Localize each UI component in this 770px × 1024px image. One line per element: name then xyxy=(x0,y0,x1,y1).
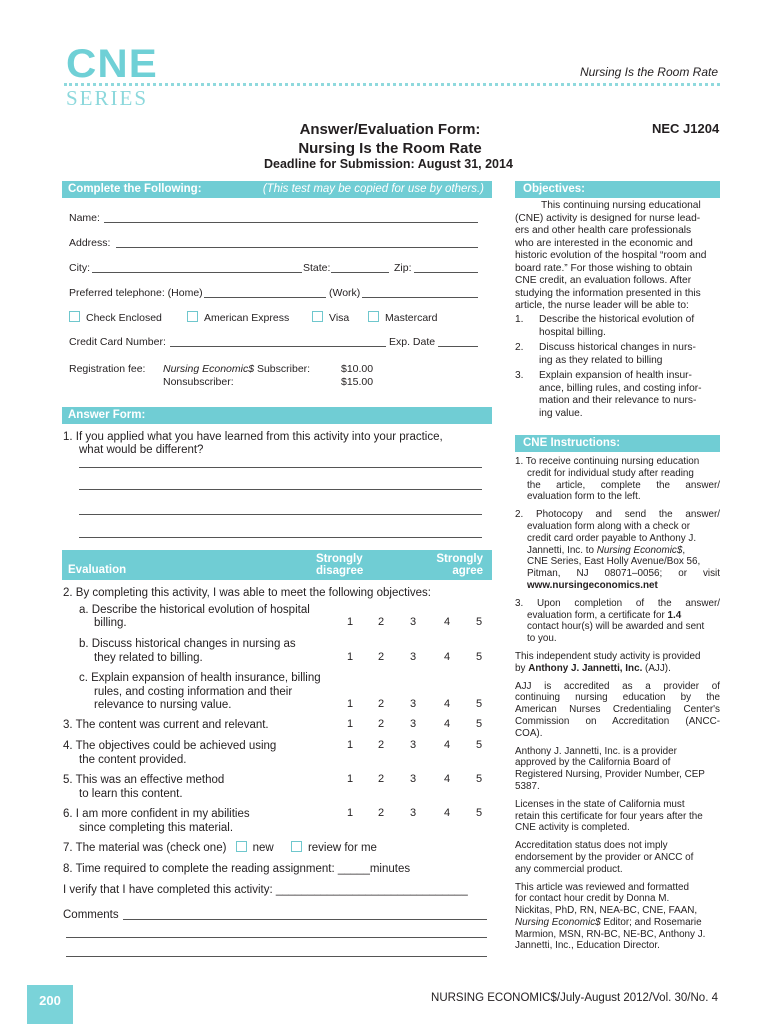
text-line xyxy=(515,917,720,929)
evaluation-heading-bar xyxy=(62,550,492,580)
question-4-cont: the content provided. xyxy=(79,754,187,766)
text-line: This article was reviewed and formatted xyxy=(515,881,689,893)
text-line: ance, billing rules, and costing infor- xyxy=(539,382,702,394)
address-label: Address: xyxy=(69,237,111,249)
payment-option-label: Check Enclosed xyxy=(86,312,162,324)
address-field[interactable] xyxy=(116,247,478,248)
rating-1[interactable]: 1 xyxy=(346,807,354,819)
rating-5[interactable]: 5 xyxy=(475,651,483,663)
licenses-paragraph xyxy=(515,799,720,834)
strongly-agree-label-2: agree xyxy=(452,565,483,577)
text-line: ing value. xyxy=(539,407,583,419)
header-divider xyxy=(64,83,720,86)
text-line: American Nurses Credentialing Center's xyxy=(515,704,720,716)
checkbox[interactable] xyxy=(312,311,323,322)
deadline: Deadline for Submission: August 31, 2014 xyxy=(264,157,513,171)
text-line: This continuing nursing educational xyxy=(541,200,701,211)
text-line xyxy=(515,610,720,622)
provider-name: Anthony J. Jannetti, Inc. xyxy=(528,662,643,674)
text-line: Commission on Accreditation (ANCC- xyxy=(515,715,720,727)
rating-1[interactable]: 1 xyxy=(346,651,354,663)
series-logo: SERIES xyxy=(66,86,149,110)
rating-2[interactable]: 2 xyxy=(377,651,385,663)
question-3: 3. The content was current and relevant. xyxy=(63,719,269,731)
rating-5[interactable]: 5 xyxy=(475,773,483,785)
journal-name: Nursing Economic$ xyxy=(515,916,601,928)
text-line: Pitman, NJ 08071–0056; or visit xyxy=(527,568,720,580)
question-2c-cont2: relevance to nursing value. xyxy=(94,699,232,711)
text-line: Anthony J. Jannetti, Inc. is a provider xyxy=(515,745,677,757)
text-line: Marmion, MSN, RN-BC, NE-BC, Anthony J. xyxy=(515,928,706,940)
review-paragraph xyxy=(515,882,720,953)
text-line: for contact hour credit by Donna M. xyxy=(515,893,670,905)
answer-heading-bar xyxy=(62,407,492,424)
question-6: 6. I am more confident in my abilities xyxy=(63,808,250,820)
text-run: Editor; and Rosemarie xyxy=(600,916,702,928)
text-line: 1. To receive continuing nursing education xyxy=(515,456,700,467)
text-line: CNE activity is completed. xyxy=(515,822,630,834)
zip-label: Zip: xyxy=(394,262,412,274)
california-paragraph xyxy=(515,746,720,793)
text-line: Nickitas, PhD, RN, NEA-BC, CNE, FAAN, xyxy=(515,905,698,917)
objective-1-number: 1. xyxy=(515,314,524,325)
question-6-cont: since completing this material. xyxy=(79,822,234,834)
work-phone-field[interactable] xyxy=(362,297,478,298)
text-run: Jannetti, Inc. to xyxy=(527,544,597,556)
question-2b: b. Discuss historical changes in nursing as xyxy=(79,638,296,650)
form-code: NEC J1204 xyxy=(652,121,720,136)
telephone-label: Preferred telephone: (Home) xyxy=(69,287,203,299)
rating-2[interactable]: 2 xyxy=(377,739,385,751)
question-7 xyxy=(63,841,377,855)
journal-footer: NURSING ECONOMIC$/July-August 2012/Vol. 30/No. 4 xyxy=(431,992,718,1004)
rating-5[interactable]: 5 xyxy=(475,718,483,730)
complete-heading-bar xyxy=(62,181,492,198)
text-line: Jannetti, Inc., Education Director. xyxy=(515,940,660,952)
text-line: continuing nursing education by the xyxy=(515,692,720,704)
rating-2[interactable]: 2 xyxy=(377,698,385,710)
instruction-2 xyxy=(515,509,720,592)
payment-option-amex[interactable] xyxy=(187,311,289,324)
home-phone-field[interactable] xyxy=(204,297,326,298)
rating-2[interactable]: 2 xyxy=(377,807,385,819)
rating-5[interactable]: 5 xyxy=(475,739,483,751)
question-5: 5. This was an effective method xyxy=(63,774,225,786)
text-run: by xyxy=(515,662,529,674)
rating-1[interactable]: 1 xyxy=(346,773,354,785)
text-line: studying the information presented in this xyxy=(515,287,701,299)
checkbox-new[interactable] xyxy=(236,841,247,852)
text-line: credit for individual study after reading xyxy=(527,467,694,479)
text-line: CNE Series, East Holly Avenue/Box 56, xyxy=(527,556,701,568)
text-line: Accreditation status does not imply xyxy=(515,840,668,852)
text-line: 3. Upon completion of the answer/ xyxy=(515,597,720,609)
text-line: CNE credit, an evaluation follows. After xyxy=(515,275,692,286)
exp-date-field[interactable] xyxy=(438,346,478,347)
payment-option-check[interactable] xyxy=(69,311,162,324)
instructions-heading-bar xyxy=(515,435,720,452)
rating-2[interactable]: 2 xyxy=(377,773,385,785)
rating-4[interactable]: 4 xyxy=(443,616,451,628)
payment-option-label: Visa xyxy=(329,312,350,324)
text-line xyxy=(515,663,720,675)
website-link[interactable]: www.nursingeconomics.net xyxy=(527,579,658,591)
rating-3[interactable]: 3 xyxy=(409,698,417,710)
evaluation-heading: Evaluation xyxy=(68,564,127,576)
answer-line[interactable] xyxy=(79,514,482,515)
nonsubscriber-label: Nonsubscriber: xyxy=(163,376,234,388)
text-line: to you. xyxy=(527,633,557,645)
objective-3-number: 3. xyxy=(515,370,524,381)
complete-heading: Complete the Following: xyxy=(68,183,202,195)
text-line: retain this certificate for four years after the xyxy=(515,810,703,822)
verify-statement: I verify that I have completed this activity: ______________________________ xyxy=(63,884,468,896)
text-line: hospital billing. xyxy=(539,326,606,338)
form-title-line1: Answer/Evaluation Form: xyxy=(299,121,481,138)
comments-line[interactable] xyxy=(66,956,487,957)
rating-2[interactable]: 2 xyxy=(377,616,385,628)
text-line: evaluation form along with a check or xyxy=(527,520,691,532)
text-line: endorsement by the provider or ANCC of xyxy=(515,851,694,863)
text-line: evaluation form to the left. xyxy=(527,491,641,503)
rating-5[interactable]: 5 xyxy=(475,807,483,819)
rating-3[interactable]: 3 xyxy=(409,773,417,785)
endorsement-paragraph xyxy=(515,840,720,875)
text-line: Explain expansion of health insur- xyxy=(539,370,692,381)
rating-1[interactable]: 1 xyxy=(346,739,354,751)
text-line: credit card order payable to Anthony J. xyxy=(527,532,697,544)
question-2a: a. Describe the historical evolution of hospital xyxy=(79,604,310,616)
objective-2-number: 2. xyxy=(515,342,524,353)
answer-line[interactable] xyxy=(79,537,482,538)
answer-line[interactable] xyxy=(79,467,482,468)
rating-4[interactable]: 4 xyxy=(443,651,451,663)
payment-option-visa[interactable] xyxy=(312,311,349,324)
subscriber-suffix: Subscriber: xyxy=(254,363,311,375)
provider-paragraph xyxy=(515,651,720,675)
text-line: This independent study activity is provided xyxy=(515,650,701,662)
strongly-disagree-label: Strongly xyxy=(316,553,363,565)
text-line: Licenses in the state of California must xyxy=(515,798,685,810)
rating-4[interactable]: 4 xyxy=(443,698,451,710)
checkbox[interactable] xyxy=(368,311,379,322)
instructions-heading: CNE Instructions: xyxy=(523,437,621,449)
checkbox-review[interactable] xyxy=(291,841,302,852)
text-line: ing as they related to billing xyxy=(539,354,663,366)
rating-5[interactable]: 5 xyxy=(475,698,483,710)
exp-date-label: Exp. Date xyxy=(389,336,436,348)
state-field[interactable] xyxy=(331,272,389,273)
payment-option-label: American Express xyxy=(204,312,290,324)
rating-4[interactable]: 4 xyxy=(443,773,451,785)
rating-1[interactable]: 1 xyxy=(346,718,354,730)
strongly-disagree-label-2: disagree xyxy=(316,565,364,577)
text-run: evaluation form, a certificate for xyxy=(527,609,668,621)
rating-4[interactable]: 4 xyxy=(443,718,451,730)
card-number-field[interactable] xyxy=(170,346,386,347)
text-line: Discuss historical changes in nurs- xyxy=(539,342,696,353)
payment-option-label: Mastercard xyxy=(385,312,438,324)
answer-heading: Answer Form: xyxy=(68,409,146,421)
text-run: , xyxy=(682,544,686,556)
question-2b-cont: they related to billing. xyxy=(94,652,203,664)
comments-line[interactable] xyxy=(123,919,487,920)
question-1-cont: what would be different? xyxy=(79,444,204,456)
copy-note: (This test may be copied for use by others.) xyxy=(262,183,484,195)
rating-4[interactable]: 4 xyxy=(443,807,451,819)
question-2c: c. Explain expansion of health insurance, billing xyxy=(79,672,321,684)
instruction-3 xyxy=(515,598,720,645)
payment-option-mastercard[interactable] xyxy=(368,311,438,324)
rating-5[interactable]: 5 xyxy=(475,616,483,628)
question-2c-cont: rules, and costing information and their xyxy=(94,686,293,698)
text-line: who are interested in the economic and xyxy=(515,237,693,249)
city-field[interactable] xyxy=(92,272,302,273)
rating-3[interactable]: 3 xyxy=(409,718,417,730)
text-line: any commercial product. xyxy=(515,863,623,875)
work-label: (Work) xyxy=(329,287,361,299)
rating-3[interactable]: 3 xyxy=(409,739,417,751)
text-line: ers and other health care professionals xyxy=(515,225,692,236)
objective-1 xyxy=(539,314,719,339)
option-new: new xyxy=(252,842,274,854)
question-4: 4. The objectives could be achieved using xyxy=(63,740,277,752)
text-line: Registered Nursing, Provider Number, CEP xyxy=(515,769,705,781)
objective-2 xyxy=(539,342,719,367)
nonsubscriber-price: $15.00 xyxy=(341,376,374,388)
rating-4[interactable]: 4 xyxy=(443,739,451,751)
page-number: 200 xyxy=(27,985,73,1024)
question-7-text: 7. The material was (check one) xyxy=(63,842,227,854)
comments-label: Comments xyxy=(63,909,119,921)
name-field[interactable] xyxy=(104,222,478,223)
text-line: the article, complete the answer/ xyxy=(527,479,720,491)
running-title: Nursing Is the Room Rate xyxy=(579,65,718,79)
state-label: State: xyxy=(303,262,331,274)
cne-logo: CNE xyxy=(66,42,158,86)
text-line: Describe the historical evolution of xyxy=(539,314,695,325)
question-8: 8. Time required to complete the reading assignment: _____minutes xyxy=(63,863,411,875)
form-title xyxy=(250,120,530,158)
text-line xyxy=(515,545,720,557)
question-5-cont: to learn this content. xyxy=(79,788,183,800)
rating-1[interactable]: 1 xyxy=(346,616,354,628)
text-line: (CNE) activity is designed for nurse lead- xyxy=(515,212,701,224)
form-title-line2: Nursing Is the Room Rate xyxy=(298,140,482,157)
objectives-heading: Objectives: xyxy=(523,183,585,195)
text-line: board rate.” For those wishing to obtain xyxy=(515,262,693,274)
subscriber-label xyxy=(163,363,310,375)
text-line: article, the nurse leader will be able to: xyxy=(515,300,689,311)
rating-1[interactable]: 1 xyxy=(346,698,354,710)
text-line: AJJ is accredited as a provider of xyxy=(515,680,720,692)
zip-field[interactable] xyxy=(414,272,478,273)
text-line: mation and their relevance to nurs- xyxy=(539,395,697,406)
objectives-intro xyxy=(515,200,719,313)
text-line: historic evolution of the hospital “room and xyxy=(515,250,707,261)
question-2: 2. By completing this activity, I was able to meet the following objectives: xyxy=(63,587,431,599)
subscriber-price: $10.00 xyxy=(341,363,374,375)
checkbox[interactable] xyxy=(187,311,198,322)
instructions-text xyxy=(515,456,720,952)
card-number-label: Credit Card Number: xyxy=(69,336,166,348)
text-line: approved by the California Board of xyxy=(515,757,671,769)
rating-3[interactable]: 3 xyxy=(409,807,417,819)
rating-3[interactable]: 3 xyxy=(409,616,417,628)
rating-2[interactable]: 2 xyxy=(377,718,385,730)
text-line: contact hour(s) will be awarded and sent xyxy=(527,621,705,633)
objective-3 xyxy=(539,370,719,420)
answer-line[interactable] xyxy=(79,489,482,490)
question-2a-cont: billing. xyxy=(94,617,127,629)
registration-fee-label: Registration fee: xyxy=(69,363,146,375)
text-line: 2. Photocopy and send the answer/ xyxy=(515,509,720,521)
text-line: COA). xyxy=(515,727,543,739)
contact-hours: 1.4 xyxy=(667,609,682,621)
strongly-agree-label: Strongly xyxy=(436,553,483,565)
accreditation-paragraph xyxy=(515,681,720,740)
instruction-1 xyxy=(515,456,720,503)
comments-line[interactable] xyxy=(66,937,487,938)
objectives-heading-bar xyxy=(515,181,720,198)
journal-name: Nursing Economic$ xyxy=(163,363,255,375)
question-1: 1. If you applied what you have learned from this activity into your practice, xyxy=(63,431,443,443)
city-label: City: xyxy=(69,262,90,274)
rating-3[interactable]: 3 xyxy=(409,651,417,663)
checkbox[interactable] xyxy=(69,311,80,322)
text-run: (AJJ). xyxy=(642,662,671,674)
journal-name: Nursing Economic$ xyxy=(596,544,683,556)
text-line: 5387. xyxy=(515,780,540,792)
option-review: review for me xyxy=(307,842,377,854)
name-label: Name: xyxy=(69,212,100,224)
